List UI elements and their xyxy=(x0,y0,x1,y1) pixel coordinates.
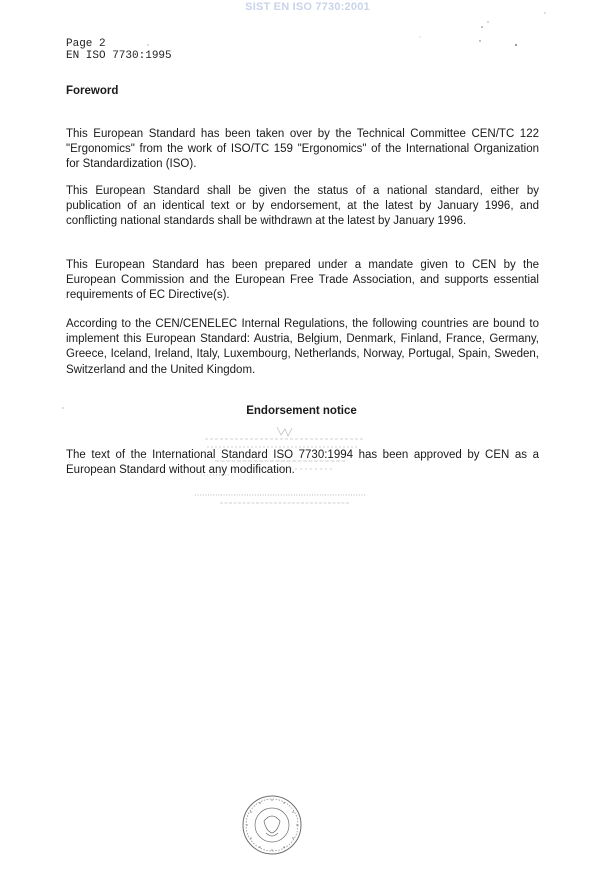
foreword-paragraph: This European Standard has been taken over by the Technical Committee CEN/TC 122 "Ergonomics" from the work of ISO/TC 159 "Ergonomics" of the International Organization for Standardization (ISO). xyxy=(66,128,539,171)
faint-stamp-mark xyxy=(195,425,385,535)
foreword-heading: Foreword xyxy=(66,85,119,97)
foreword-paragraph: According to the CEN/CENELEC Internal Regulations, the following countries are bound to implement this European Standard: Austria, Belgium, Denmark, Finland, France, Germany, Greece, Iceland, Ireland, Italy, Luxembourg, Netherlands, Norway, Portugal, Spain, Sweden, Switzerland and the United Kingdom. xyxy=(66,318,539,376)
page-header xyxy=(66,38,172,62)
endorsement-title: Endorsement notice xyxy=(246,405,357,417)
foreword-paragraph: This European Standard has been prepared under a mandate given to CEN by the European Commission and the European Free Trade Association, and supports essential requirements of EC Directive(s). xyxy=(66,259,539,302)
endorsement-text: The text of the International Standard ISO 7730:1994 has been approved by CEN as a European Standard without any modification. xyxy=(66,449,539,477)
foreword-paragraph: This European Standard shall be given the status of a national standard, either by publication of an identical text or by endorsement, at the latest by January 1996, and conflicting national standards shall be withdrawn at the latest by January 1996. xyxy=(66,185,539,228)
document-id: EN ISO 7730:1995 xyxy=(66,50,172,62)
page-number: Page 2 xyxy=(66,38,106,50)
watermark: SIST EN ISO 7730:2001 xyxy=(245,1,370,13)
official-seal xyxy=(240,793,304,857)
